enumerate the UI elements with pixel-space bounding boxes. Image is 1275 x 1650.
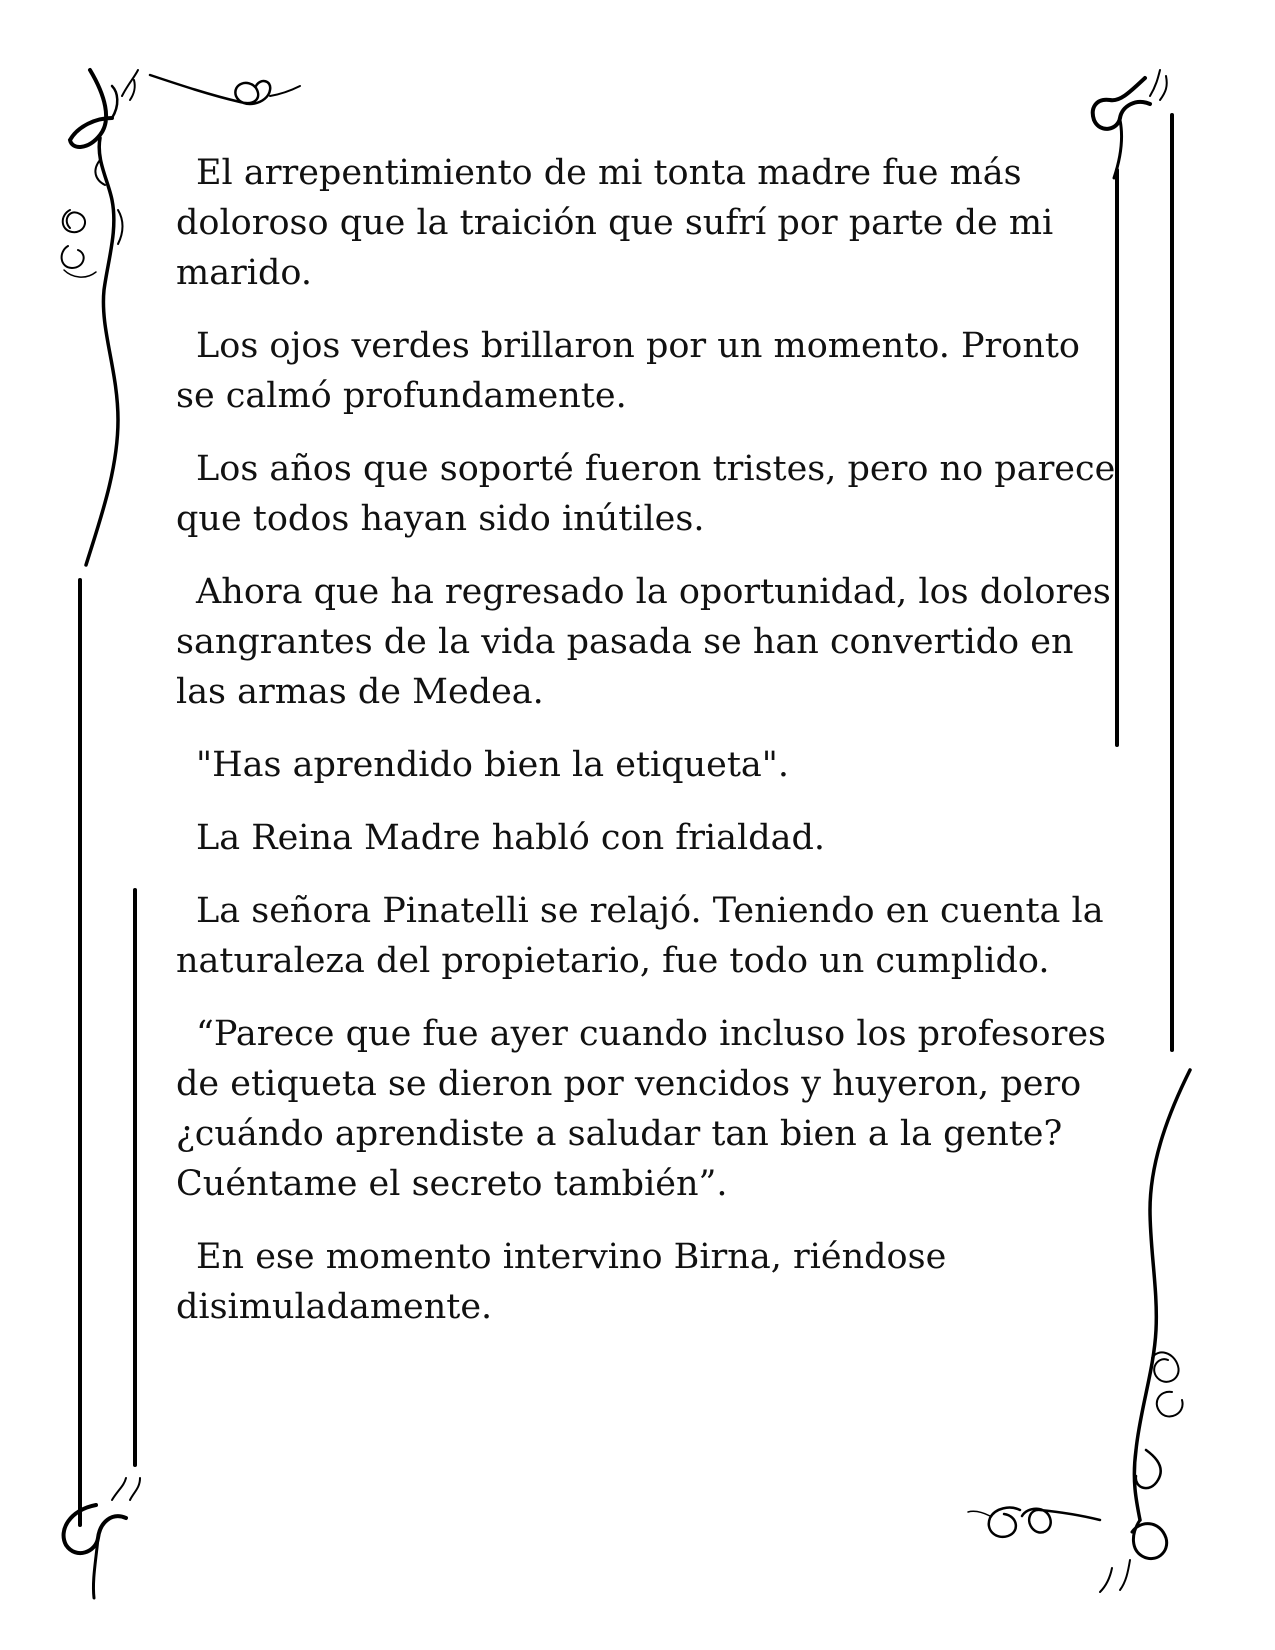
paragraph: La Reina Madre habló con frialdad.	[196, 818, 825, 858]
paragraph: Los ojos verdes brillaron por un momento. Pronto se calmó profundamente.	[176, 326, 1081, 416]
paragraph: La señora Pinatelli se relajó. Teniendo en cuenta la naturaleza del propietario, fue todo un cumplido.	[176, 891, 1104, 981]
paragraph: Los años que soporté fueron tristes, pero no parece que todos hayan sido inútiles.	[176, 449, 1116, 539]
document-body	[176, 148, 1116, 1355]
bottom-left-flourish-icon	[64, 1478, 140, 1598]
paragraph: "Has aprendido bien la etiqueta".	[196, 745, 789, 785]
paragraph: Ahora que ha regresado la oportunidad, los dolores sangrantes de la vida pasada se han convertido en las armas de Medea.	[176, 572, 1111, 712]
paragraph: El arrepentimiento de mi tonta madre fue más doloroso que la traición que sufrí por parte de mi marido.	[176, 153, 1054, 293]
paragraph: “Parece que fue ayer cuando incluso los profesores de etiqueta se dieron por vencidos y huyeron, pero ¿cuándo aprendiste a saludar tan bien a la gente? Cuéntame el secreto también”.	[176, 1014, 1106, 1204]
paragraph: En ese momento intervino Birna, riéndose disimuladamente.	[176, 1237, 947, 1327]
